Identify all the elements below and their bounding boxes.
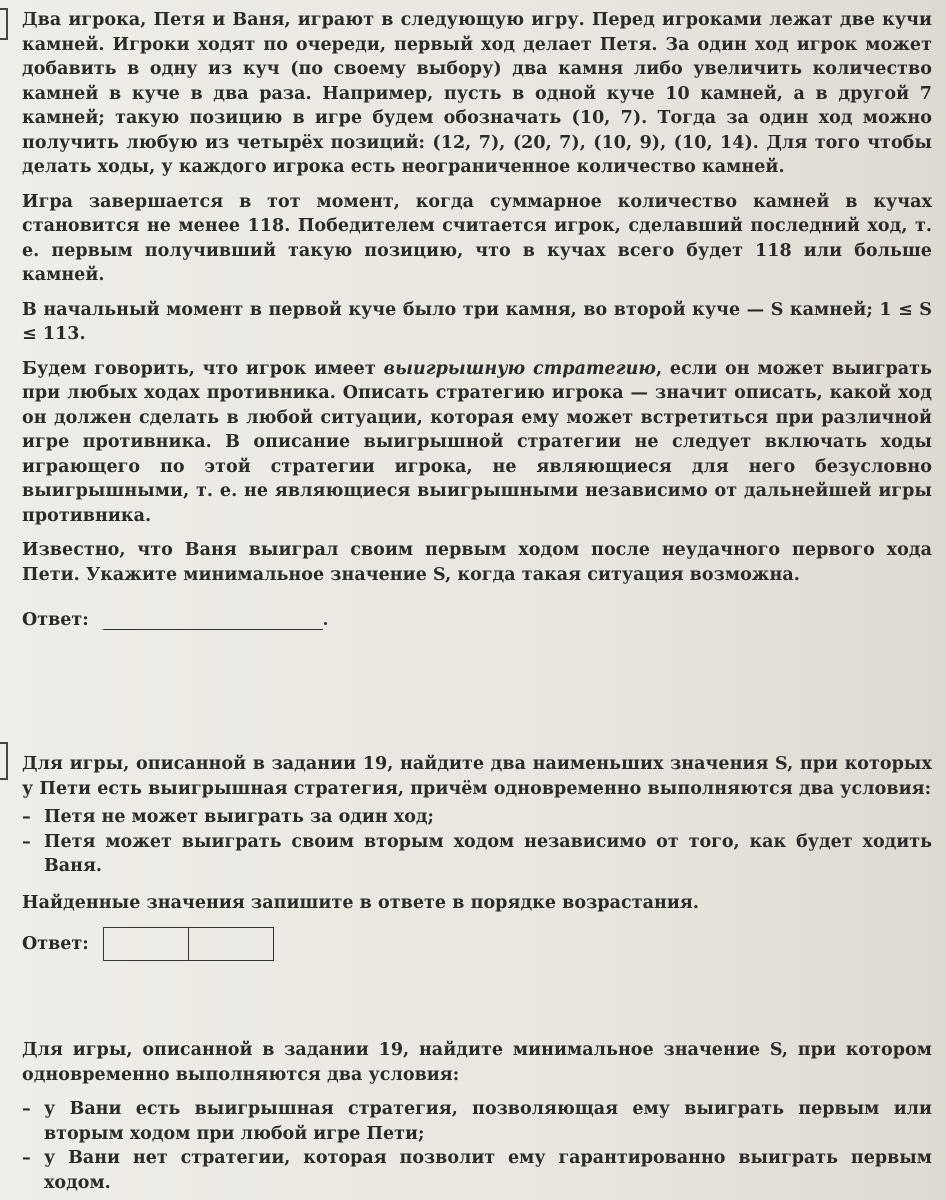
task-20-condition-1: – Петя не может выиграть за один ход; xyxy=(22,807,435,827)
emphasis-smallest: наименьших xyxy=(532,754,664,774)
answer-boxes xyxy=(103,927,274,961)
answer-label: Ответ: xyxy=(22,609,89,630)
answer-line-field[interactable] xyxy=(103,609,323,630)
task-19-answer: Ответ: . xyxy=(22,609,329,630)
task-21-condition-2: – у Вани нет стратегии, которая позволит ему гарантированно выиграть первым ходом. xyxy=(22,1148,932,1193)
task-21-condition-1: – у Вани есть выигрышная стратегия, позволяющая ему выиграть первым или вторым ходом при любой игре Пети; xyxy=(22,1099,932,1144)
task-19-initial-state: В начальный момент в первой куче было три камня, во второй куче — S камней; 1 ≤ S ≤ 113. xyxy=(22,299,932,344)
task-19-marker xyxy=(0,8,8,40)
task-21 xyxy=(22,1038,932,1195)
task-20-marker xyxy=(0,742,8,780)
answer-box-2[interactable] xyxy=(188,928,273,960)
emphasis-not-should: не следует xyxy=(634,432,752,452)
task-20-condition-2: – Петя может выиграть своим вторым ходом независимо от того, как будет ходить Ваня. xyxy=(22,831,932,876)
task-19-strategy-definition: Будем говорить, что игрок имеет выигрышную стратегию, если он может выиграть при любых ходах противника. Описать стратегию игрока — значит описать, какой ход он должен сделать в любой ситуации, которая ему может встретиться при различной игре противника. В описание выигрышной стратегии не следует включать ходы играющего по этой стратегии игрока, не являющиеся для него безусловно выигрышными, т. е. не являющиеся выигрышными независимо от дальнейшей игры противника. xyxy=(22,358,932,526)
task-20-answer xyxy=(22,927,932,961)
task-19-rules: Два игрока, Петя и Ваня, играют в следующую игру. Перед игроками лежат две кучи камней. Игроки ходят по очереди, первый ход делает Петя. За один ход игрок может добавить в одну из куч (по своему выбору) два камня либо увеличить количество камней в куче в два раза. Например, пусть в одной куче 10 камней, а в другой 7 камней; такую позицию в игре будем обозначать (10, 7). Тогда за один ход можно получить любую из четырёх позиций: (12, 7), (20, 7), (10, 9), (10, 14). Для того чтобы делать ходы, у каждого игрока есть неограниченное количество камней. xyxy=(22,10,932,177)
task-21-question: Для игры, описанной в задании 19, найдите минимальное значение S, при котором одновременно выполняются два условия: xyxy=(22,1040,932,1085)
task-20 xyxy=(22,752,932,961)
answer-label: Ответ: xyxy=(22,934,89,954)
task-19 xyxy=(22,8,932,630)
task-20-note: Найденные значения запишите в ответе в порядке возрастания. xyxy=(22,892,699,913)
emphasis-minimal: минимальное xyxy=(512,1040,654,1060)
task-20-question: Для игры, описанной в задании 19, найдите два наименьших значения S, при которых у Пети есть выигрышная стратегия, причём одновременно выполняются два условия: xyxy=(22,754,932,799)
task-19-end-condition: Игра завершается в тот момент, когда суммарное количество камней в кучах становится не менее 118. Победителем считается игрок, сделавший последний ход, т. е. первым получивший такую позицию, что в кучах всего будет 118 или больше камней. xyxy=(22,191,932,285)
emphasis-winning-strategy: выигрышную стратегию xyxy=(383,358,656,379)
task-19-question: Известно, что Ваня выиграл своим первым ходом после неудачного первого хода Пети. Укажите минимальное значение S, когда такая ситуация возможна. xyxy=(22,540,932,585)
answer-box-1[interactable] xyxy=(104,928,188,960)
